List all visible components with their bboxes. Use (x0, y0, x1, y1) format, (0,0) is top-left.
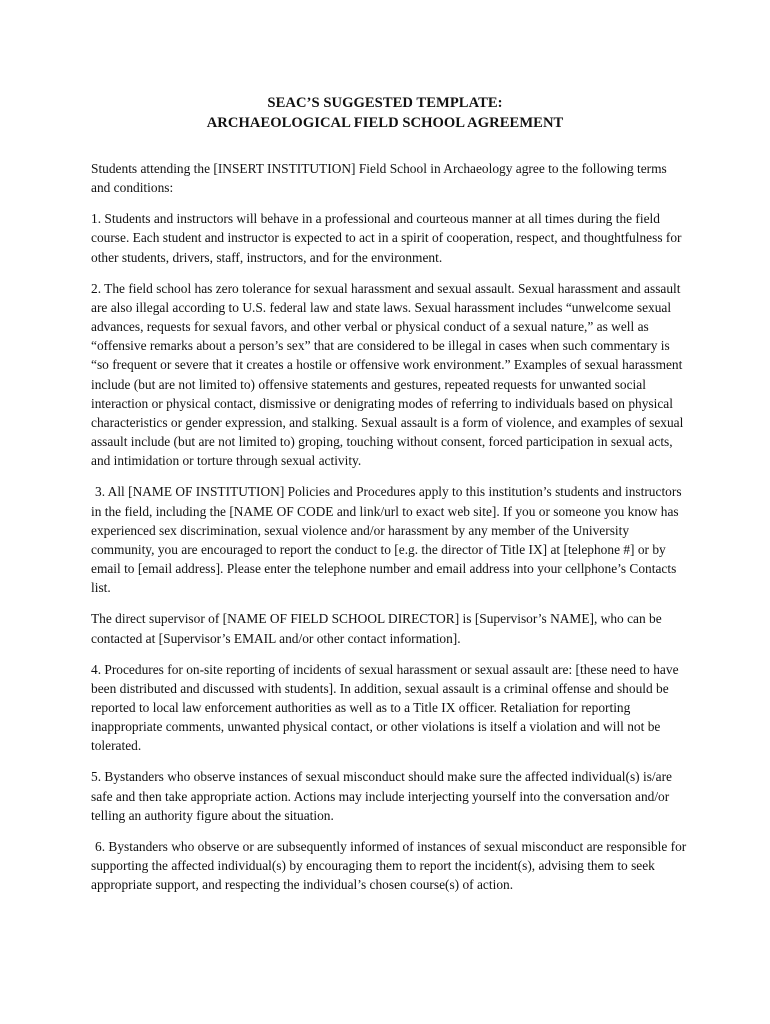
term-5-paragraph: 5. Bystanders who observe instances of sexual misconduct should make sure the affected individual(s) is/are safe and then take appropriate action. Actions may include interjecting yourself into the conversation and/or telling an authority figure about the situation. (91, 769, 672, 823)
title-line-1: SEAC’S SUGGESTED TEMPLATE: (267, 95, 503, 111)
term-3-paragraph: 3. All [NAME OF INSTITUTION] Policies and Procedures apply to this institution’s students and instructors in the field, including the [NAME OF CODE and link/url to exact web site]. If you or someone you know has experienced sex discrimination, sexual violence and/or harassment by any member of the University community, you are encouraged to report the conduct to [e.g. the director of Title IX] at [telephone #] or by email to [email address]. Please enter the telephone number and email address into your cellphone’s Contacts list. (91, 484, 682, 596)
intro-paragraph: Students attending the [INSERT INSTITUTION] Field School in Archaeology agree to the following terms and conditions: (91, 161, 667, 196)
document-title (0, 93, 770, 133)
term-1-paragraph: 1. Students and instructors will behave in a professional and courteous manner at all times during the field course. Each student and instructor is expected to act in a spirit of cooperation, respect, and thoughtfulness for other students, drivers, staff, instructors, and for the environment. (91, 211, 682, 265)
document-body (91, 159, 687, 906)
term-2-paragraph: 2. The field school has zero tolerance for sexual harassment and sexual assault. Sexual harassment and assault are also illegal according to U.S. federal law and state laws. Sexual harassment includes “unwelcome sexual advances, requests for sexual favors, and other verbal or physical conduct of a sexual nature,” as well as “offensive remarks about a person’s sex” that are considered to be illegal in cases when such commentary is “so frequent or severe that it creates a hostile or offensive work environment.” Examples of sexual harassment include (but are not limited to) offensive statements and gestures, repeated requests for unwanted social interaction or physical contact, dismissive or denigrating modes of referring to individuals based on physical characteristics or gender expression, and stalking. Sexual assault is a form of violence, and examples of sexual assault include (but are not limited to) groping, touching without consent, forced participation in sexual acts, and intimidation or torture through sexual activity. (91, 280, 684, 469)
term-6-paragraph: 6. Bystanders who observe or are subsequently informed of instances of sexual misconduct are responsible for supporting the affected individual(s) by encouraging them to report the incident(s), advising them to seek appropriate support, and respecting the individual’s chosen course(s) of action. (91, 838, 687, 893)
term-4-paragraph: 4. Procedures for on-site reporting of incidents of sexual harassment or sexual assault are: [these need to have been distributed and discussed with students]. In addition, sexual assault is a criminal offense and should be reported to local law enforcement authorities as well as to a Title IX officer. Retaliation for reporting inappropriate comments, unwanted physical contact, or other violations is itself a violation and will not be tolerated. (91, 661, 679, 754)
title-line-2: ARCHAEOLOGICAL FIELD SCHOOL AGREEMENT (206, 115, 564, 131)
supervisor-paragraph: The direct supervisor of [NAME OF FIELD SCHOOL DIRECTOR] is [Supervisor’s NAME], who can be contacted at [Supervisor’s EMAIL and/or other contact information]. (91, 611, 662, 646)
